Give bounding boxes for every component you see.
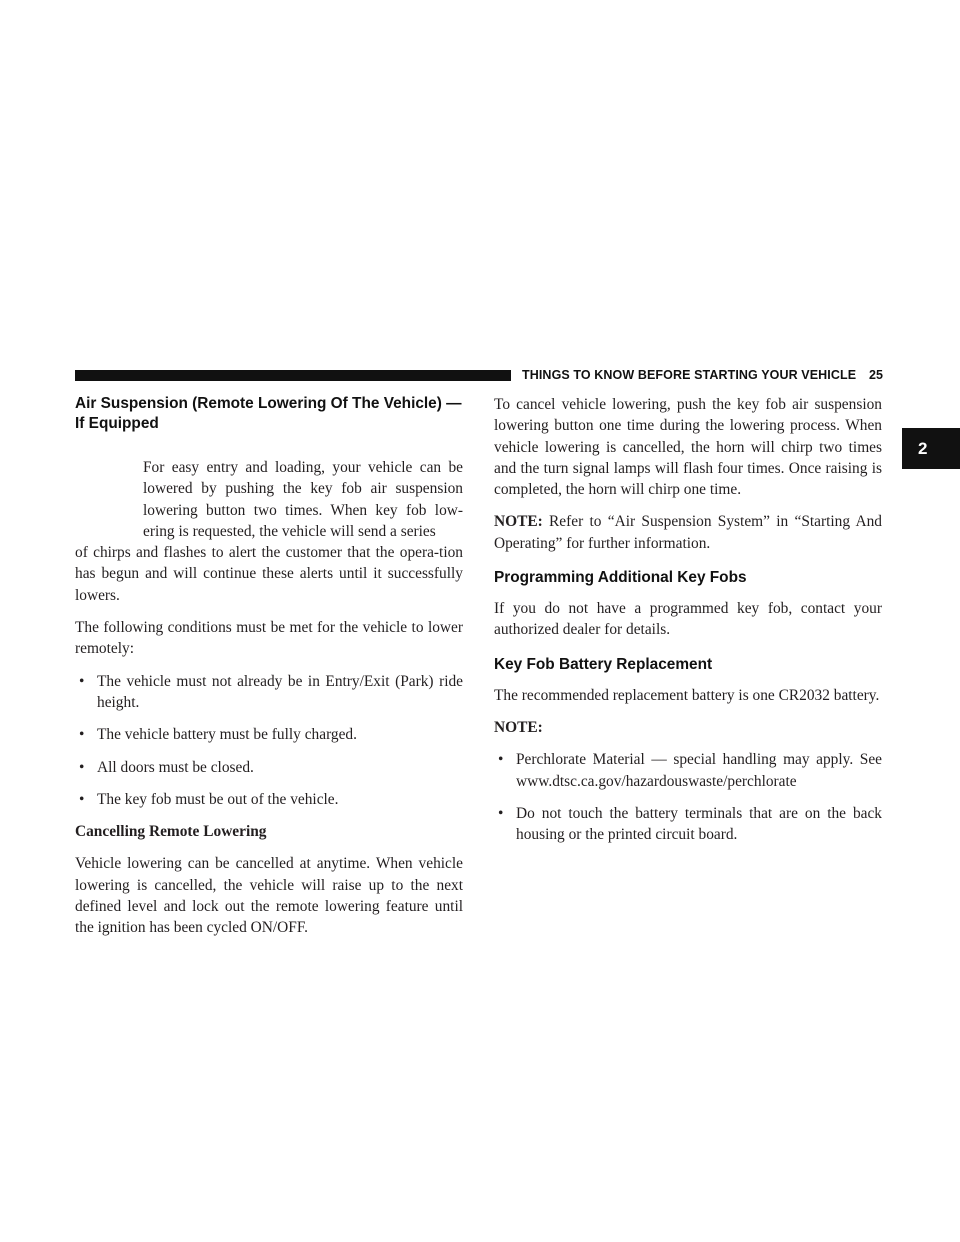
list-item: • The key fob must be out of the vehicle.: [75, 789, 463, 810]
note-paragraph: [494, 511, 882, 554]
battery-note-label: NOTE:: [494, 718, 543, 736]
conditions-intro: The following conditions must be met for the vehicle to lower remotely:: [75, 619, 463, 658]
page-number: 25: [869, 368, 883, 382]
battery-paragraph: The recommended replacement battery is one CR2032 battery.: [494, 686, 880, 704]
cancel-paragraph: Vehicle lowering can be cancelled at anytime. When vehicle lowering is cancelled, the vehicle will raise up to the next defined level and lock out the remote lowering feature until the ignition has been cycled ON/OFF.: [75, 855, 463, 937]
running-header-title: THINGS TO KNOW BEFORE STARTING YOUR VEHICLE: [522, 368, 857, 382]
list-item: • The vehicle battery must be fully charged.: [75, 724, 463, 745]
battery-heading: Key Fob Battery Replacement: [494, 655, 713, 673]
header-rule: [75, 370, 511, 381]
bullet-icon: •: [79, 790, 85, 808]
programming-paragraph: If you do not have a programmed key fob, contact your authorized dealer for details.: [494, 600, 882, 639]
intro-indented-text: For easy entry and loading, your vehicle can be lowered by pushing the key fob air suspension lowering button two times. When key fob low-ering is requested, the vehicle will send a series: [143, 459, 463, 540]
bullet-icon: •: [79, 672, 85, 690]
programming-heading: Programming Additional Key Fobs: [494, 569, 747, 587]
list-item: • The vehicle must not already be in Entry/Exit (Park) ride height.: [79, 672, 463, 711]
intro-paragraph: [75, 457, 463, 606]
note-text: Refer to “Air Suspension System” in “Starting And Operating” for further information.: [494, 513, 882, 552]
cancel-subheading: Cancelling Remote Lowering: [75, 823, 267, 841]
note-label: NOTE:: [494, 513, 543, 531]
intro-rest-text: of chirps and flashes to alert the customer that the opera-tion has begun and will continue these alerts until it successfully lowers.: [75, 544, 463, 604]
bullet-icon: •: [79, 726, 85, 744]
list-item: • Perchlorate Material — special handling may apply. See www.dtsc.ca.gov/hazardouswaste/perchlorate: [498, 751, 882, 790]
cancel-push-paragraph: To cancel vehicle lowering, push the key fob air suspension lowering button one time during the lowering process. When vehicle lowering is cancelled, the horn will chirp two times and the turn signal lamps will flash four times. Once raising is completed, the horn will chirp one time.: [494, 396, 882, 499]
right-column: [494, 394, 882, 856]
list-item: • Do not touch the battery terminals that are on the back housing or the printed circuit board.: [498, 804, 882, 844]
list-item: • All doors must be closed.: [75, 757, 463, 778]
bullet-icon: •: [79, 758, 85, 776]
chapter-tab: 2: [902, 428, 960, 469]
bullet-icon: •: [498, 751, 504, 769]
battery-notes-list: [494, 749, 882, 845]
left-column: [75, 394, 463, 950]
conditions-list: [75, 671, 463, 810]
bullet-icon: •: [498, 804, 504, 822]
air-suspension-heading: Air Suspension (Remote Lowering Of The Vehicle) — If Equipped: [75, 395, 462, 432]
